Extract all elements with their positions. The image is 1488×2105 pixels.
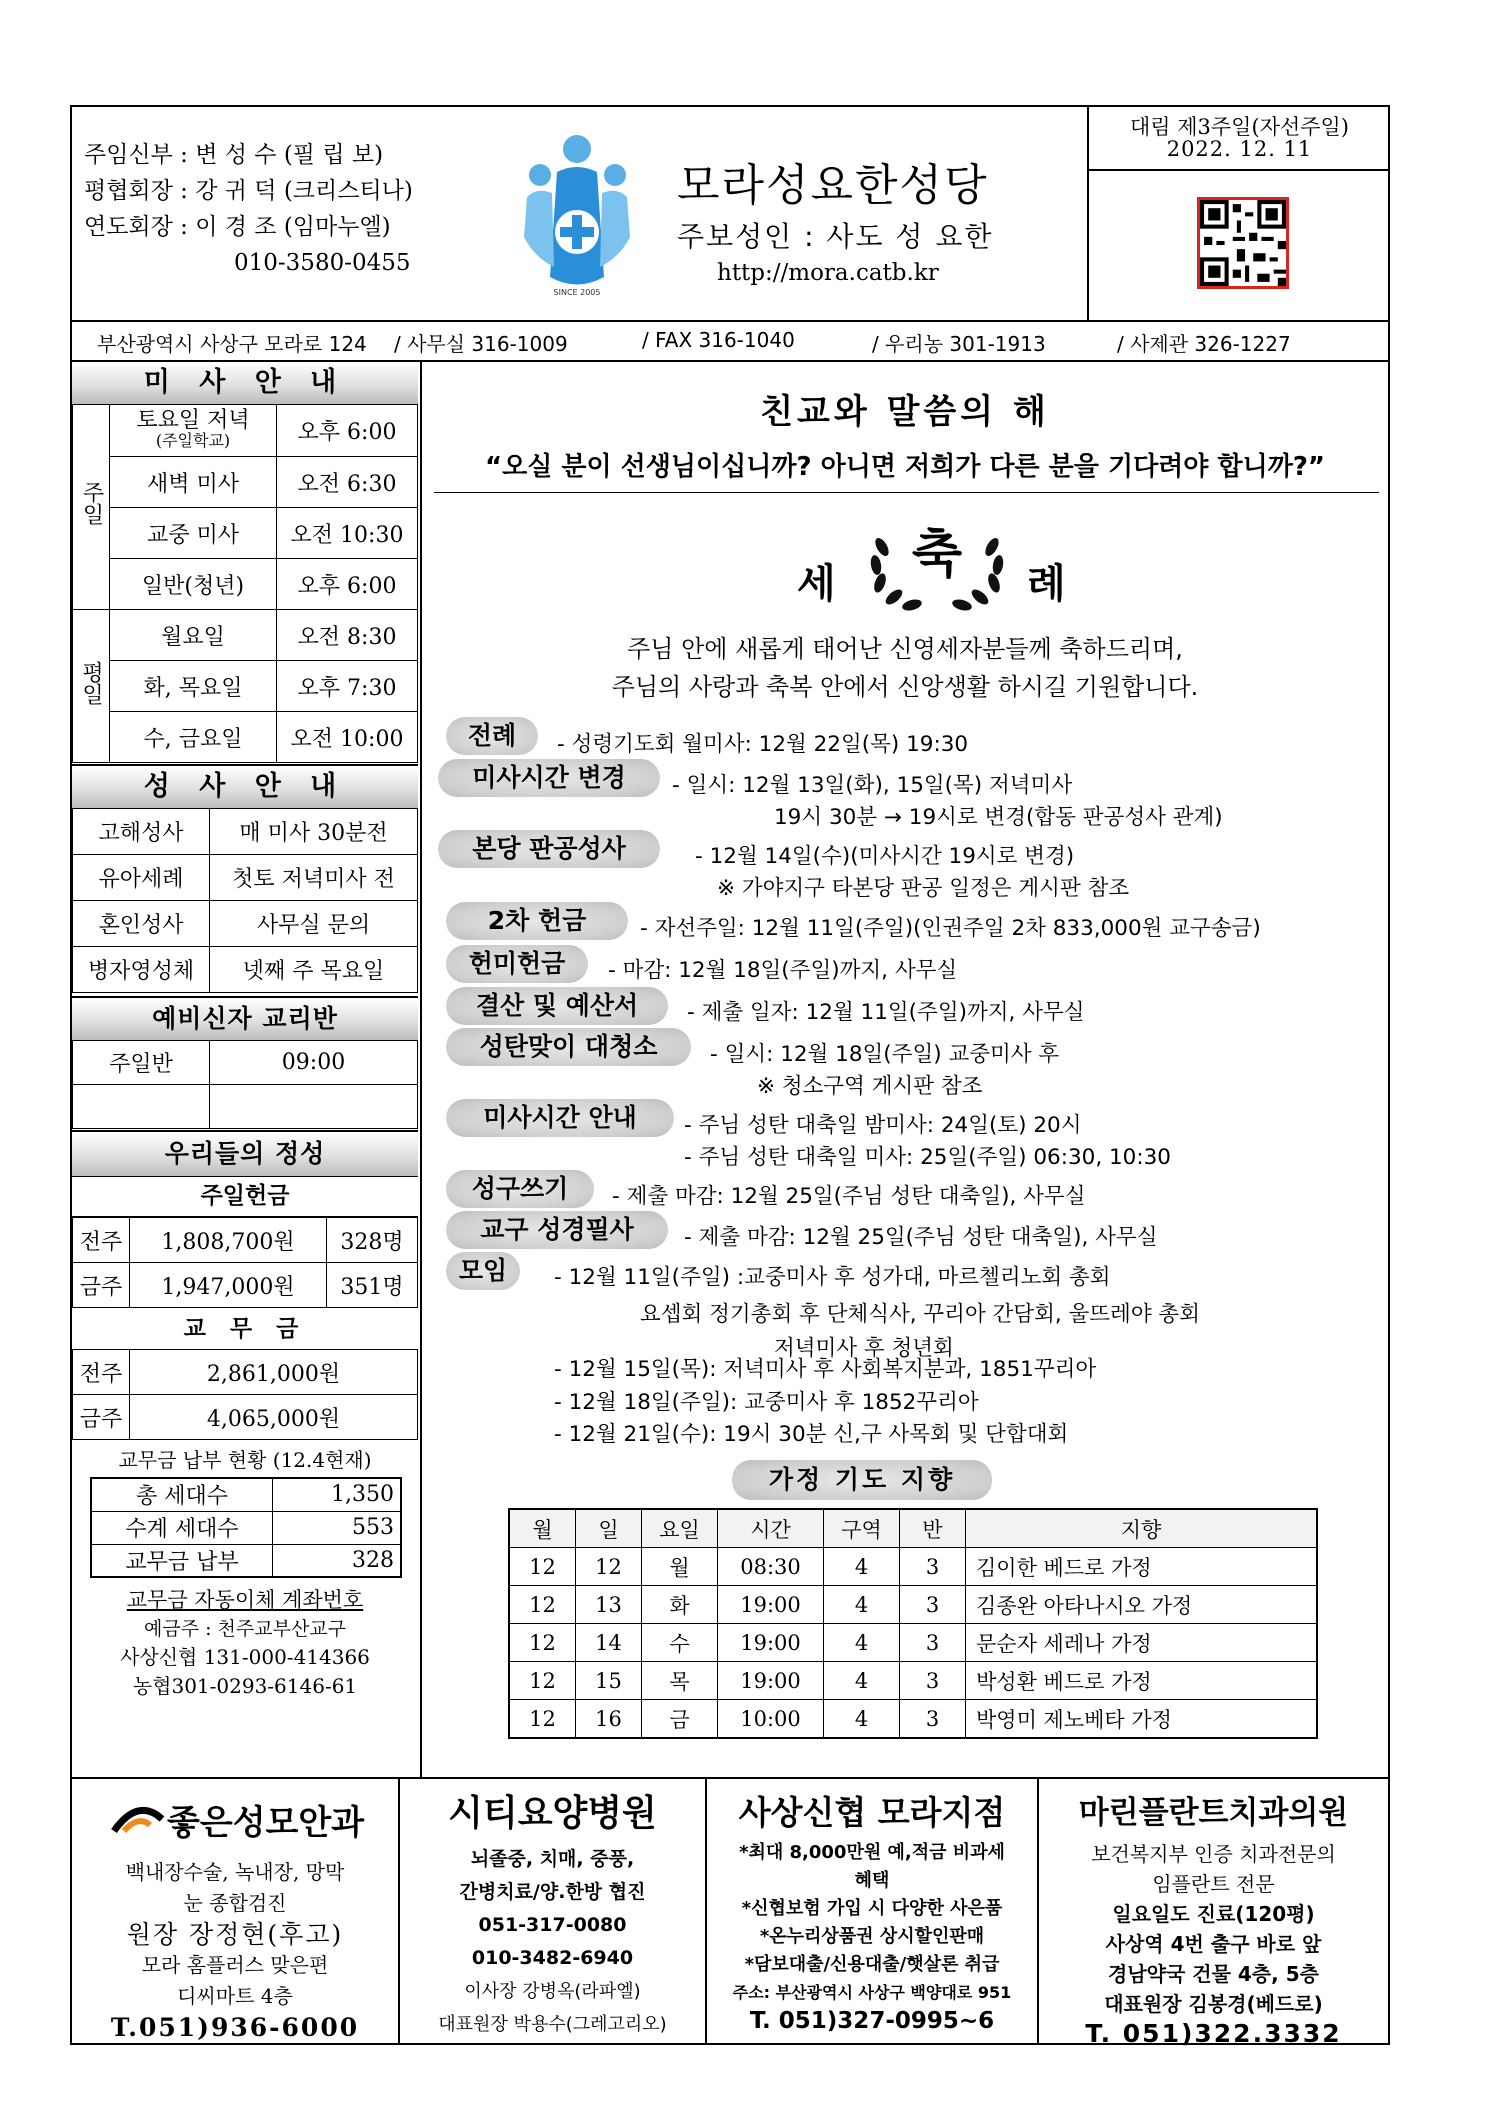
ad-phone: 051-317-0080 — [478, 1914, 627, 1936]
eye-logo-icon — [110, 1801, 166, 1835]
column-header: 일 — [576, 1509, 642, 1548]
notice-text: 19시 30분 → 19시로 변경(합동 판공성사 관계) — [774, 805, 1223, 830]
notice-text: ※ 청소구역 게시판 참조 — [757, 1074, 983, 1099]
dues-status-table — [90, 1477, 402, 1578]
address-bar — [72, 320, 1388, 362]
ad-phone: 010-3482-6940 — [471, 1947, 634, 1969]
clergy-list — [84, 137, 413, 281]
baptism-word-left: 세 — [797, 561, 836, 607]
ad-line: 혜택 — [854, 1870, 890, 1891]
baptism-word-center: 축 — [911, 525, 963, 585]
ad-line: 이사장 강병옥(라파엘) — [464, 1981, 641, 2002]
ad-line: 백내장수술, 녹내장, 망막 — [125, 1860, 345, 1884]
sacrament-name: 병자영성체 — [73, 947, 210, 993]
ad-line: 원장 장정현(후고) — [126, 1920, 344, 1949]
notice-label-budget: 결산 및 예산서 — [446, 987, 668, 1025]
catechumen-table — [72, 1040, 418, 1129]
bulletin-page — [70, 105, 1390, 2048]
rectory-phone: / 사제관 326-1227 — [1117, 332, 1291, 356]
mass-schedule-table — [72, 404, 418, 763]
ad-title: 좋은성모안과 — [167, 1803, 365, 1843]
ad-line: 대표원장 김봉경(베드로) — [1104, 1992, 1323, 2016]
role-label: 주임신부 : — [84, 142, 188, 168]
sacrament-table — [72, 808, 418, 993]
class-time: 09:00 — [210, 1041, 418, 1085]
offering-amount: 1,947,000원 — [130, 1263, 327, 1308]
table-row: 12 16 금 10:00 4 3 박영미 제노베타 가정 — [509, 1700, 1317, 1739]
church-name: 모라성요한성당 — [677, 160, 989, 211]
notice-text: - 일시: 12월 13일(화), 15일(목) 저녁미사 — [672, 773, 1073, 798]
week-label: 전주 — [73, 1218, 130, 1263]
pastor-name: 변 성 수 (필 립 보) — [195, 142, 384, 168]
notice-text: - 자선주일: 12월 11일(주일)(인권주일 2차 833,000원 교구송금) — [640, 916, 1261, 941]
funeral-head-name: 이 경 조 (임마누엘) — [195, 214, 391, 240]
mass-name: 수, 금요일 — [110, 712, 277, 763]
notice-label-bible-copy: 교구 성경필사 — [446, 1211, 668, 1249]
advertisement-bar — [72, 1777, 1388, 2048]
week-label: 금주 — [73, 1263, 130, 1308]
congrats-line: 주님 안에 새롭게 태어난 신영세자분들께 축하드리며, — [627, 635, 1183, 663]
left-column — [72, 362, 422, 1777]
account-number: 농협301-0293-6146-61 — [132, 1674, 358, 1698]
ad-line: 주소: 부산광역시 사상구 백양대로 951 — [732, 1983, 1012, 2002]
ad-line: *최대 8,000만원 예,적금 비과세 — [739, 1842, 1005, 1863]
sacrament-info: 사무실 문의 — [210, 901, 418, 947]
ad-line: 간병치료/양.한방 협진 — [459, 1881, 646, 1903]
status-label: 총 세대수 — [91, 1478, 273, 1511]
offering-count: 328명 — [327, 1218, 418, 1263]
status-value: 1,350 — [273, 1478, 402, 1511]
status-label: 수계 세대수 — [91, 1511, 273, 1544]
mass-time: 오전 6:30 — [277, 457, 418, 508]
notice-text: - 주님 성탄 대축일 미사: 25일(주일) 06:30, 10:30 — [684, 1145, 1171, 1170]
mass-sub: (주일학교) — [155, 430, 231, 450]
diocesan-dues-title: 교 무 금 — [183, 1316, 307, 1342]
ad-line: 모라 홈플러스 맞은편 — [141, 1953, 329, 1977]
transfer-info — [72, 1584, 418, 1699]
ad-line: 보건복지부 인증 치과전문의 — [1091, 1842, 1336, 1866]
account-number: 사상신협 131-000-414366 — [120, 1645, 370, 1669]
sunday-label: 주일 — [73, 405, 110, 610]
ad-care-hospital — [400, 1779, 707, 2045]
table-row: 12 12 월 08:30 4 3 김이한 베드로 가정 — [509, 1548, 1317, 1586]
notice-label-rice-offering: 헌미헌금 — [446, 945, 588, 983]
main-content — [422, 362, 1388, 1777]
status-value: 553 — [273, 1511, 402, 1544]
ad-dental-clinic — [1039, 1779, 1388, 2048]
weekday-label: 평일 — [73, 610, 110, 763]
notice-text: - 12월 14일(수)(미사시간 19시로 변경) — [695, 844, 1075, 869]
mass-name: 새벽 미사 — [110, 457, 277, 508]
notice-text: - 12월 11일(주일) :교중미사 후 성가대, 마르첼리노회 총회 — [554, 1265, 1111, 1290]
notice-text: 저녁미사 후 청년회 — [774, 1336, 954, 1361]
office-phone: / 사무실 316-1009 — [394, 332, 568, 356]
year-theme-title: 친교와 말씀의 해 — [760, 392, 1050, 432]
notice-label-mass-guide: 미사시간 안내 — [446, 1099, 674, 1137]
phone-number: 010-3580-0455 — [234, 250, 411, 276]
ad-eye-clinic — [72, 1779, 400, 2045]
notice-text: 요셉회 정기총회 후 단체식사, 꾸리아 간담회, 울뜨레야 총회 — [640, 1302, 1200, 1327]
class-time — [210, 1085, 418, 1129]
ad-line: *신협보험 가입 시 다양한 사은품 — [741, 1898, 1003, 1919]
notice-text: - 성령기도회 월미사: 12월 22일(목) 19:30 — [557, 732, 969, 757]
council-president-name: 강 귀 덕 (크리스티나) — [195, 178, 413, 204]
sacrament-name: 혼인성사 — [73, 901, 210, 947]
ad-title: 시티요양병원 — [448, 1793, 657, 1834]
fax-number: / FAX 316-1040 — [642, 328, 795, 352]
sacrament-name: 유아세례 — [73, 855, 210, 901]
column-header: 요일 — [642, 1509, 718, 1548]
farm-phone: / 우리농 301-1913 — [872, 332, 1046, 356]
notice-text: - 12월 15일(목): 저녁미사 후 사회복지분과, 1851꾸리아 — [554, 1357, 1097, 1382]
account-holder: 예금주 : 천주교부산교구 — [143, 1618, 347, 1640]
diocesan-dues-table — [72, 1349, 418, 1440]
role-label: 연도회장 : — [84, 214, 188, 240]
class-name — [73, 1085, 210, 1129]
notice-label-mass-change: 미사시간 변경 — [438, 759, 660, 797]
congrats-line: 주님의 사랑과 축복 안에서 신앙생활 하시길 기원합니다. — [611, 673, 1199, 701]
dues-amount: 2,861,000원 — [130, 1350, 418, 1395]
sacrament-name: 고해성사 — [73, 809, 210, 855]
mass-name: 교중 미사 — [110, 508, 277, 559]
column-header: 반 — [900, 1509, 966, 1548]
church-logo-icon — [512, 127, 642, 302]
dues-status-title: 교무금 납부 현황 (12.4현재) — [118, 1448, 372, 1472]
week-label: 금주 — [73, 1395, 130, 1440]
ad-line: *온누리상품권 상시할인판매 — [759, 1926, 985, 1947]
mass-name: 월요일 — [110, 610, 277, 661]
header — [72, 107, 1388, 322]
notice-text: - 마감: 12월 18일(주일)까지, 사무실 — [608, 958, 958, 983]
notice-label-cleaning: 성탄맞이 대청소 — [446, 1028, 691, 1066]
ad-line: 사상역 4번 출구 바로 앞 — [1105, 1932, 1322, 1956]
ad-line: 디씨마트 4층 — [177, 1984, 293, 2008]
transfer-title: 교무금 자동이체 계좌번호 — [126, 1588, 364, 1612]
notice-text: - 12월 21일(수): 19시 30분 신,구 사목회 및 단합대회 — [554, 1422, 1069, 1447]
table-row: 12 14 수 19:00 4 3 문순자 세레나 가정 — [509, 1624, 1317, 1662]
week-label: 전주 — [73, 1350, 130, 1395]
sunday-offering-table — [72, 1217, 418, 1308]
ad-credit-union — [707, 1779, 1039, 2045]
liturgical-day: 대림 제3주일(자선주일) — [1130, 115, 1349, 139]
table-row: 12 13 화 19:00 4 3 김종완 아타나시오 가정 — [509, 1586, 1317, 1624]
offering-count: 351명 — [327, 1263, 418, 1308]
notice-label-confession: 본당 판공성사 — [438, 830, 660, 868]
notice-text: - 12월 18일(주일): 교중미사 후 1852꾸리아 — [554, 1390, 979, 1415]
dues-amount: 4,065,000원 — [130, 1395, 418, 1440]
notice-text: - 제출 마감: 12월 25일(주님 성탄 대축일), 사무실 — [684, 1225, 1158, 1250]
ad-title: 마린플란트치과의원 — [1078, 1795, 1349, 1831]
mass-time: 오후 6:00 — [277, 559, 418, 610]
sacrament-title: 성 사 안 내 — [72, 764, 418, 809]
ad-line: 경남약국 건물 4층, 5층 — [1108, 1962, 1319, 1986]
notice-text: - 일시: 12월 18일(주일) 교중미사 후 — [710, 1042, 1060, 1067]
ad-line: *담보대출/신용대출/햇살론 취급 — [744, 1954, 1000, 1975]
baptism-word-right: 례 — [1027, 561, 1066, 607]
class-name: 주일반 — [73, 1041, 210, 1085]
ad-line: 뇌졸중, 치매, 중풍, — [470, 1848, 635, 1870]
column-header: 시간 — [718, 1509, 824, 1548]
ad-line: 일요일도 진료(120평) — [1112, 1902, 1315, 1926]
column-header: 지향 — [966, 1509, 1318, 1548]
mass-time: 오후 6:00 — [277, 405, 418, 457]
notice-label-meetings: 모임 — [446, 1252, 520, 1290]
qr-code-icon[interactable] — [1197, 197, 1289, 289]
bulletin-date: 2022. 12. 11 — [1166, 137, 1313, 161]
notice-text: - 주님 성탄 대축일 밤미사: 24일(토) 20시 — [684, 1113, 1082, 1138]
mass-name: 토요일 저녁 — [136, 407, 250, 433]
table-row: 12 15 목 19:00 4 3 박성환 베드로 가정 — [509, 1662, 1317, 1700]
congratulations-message — [422, 630, 1388, 706]
catechumen-title: 예비신자 교리반 — [72, 996, 418, 1041]
ad-title: 사상신협 모라지점 — [738, 1793, 1006, 1832]
patron-saint: 주보성인 : 사도 성 요한 — [677, 220, 994, 253]
offering-amount: 1,808,700원 — [130, 1218, 327, 1263]
ad-phone: T. 051)327-0995~6 — [749, 2008, 995, 2034]
mass-name: 일반(청년) — [110, 559, 277, 610]
address: 부산광역시 사상구 모라로 124 — [97, 332, 367, 356]
ad-line: 대표원장 박용수(그레고리오) — [438, 2014, 667, 2035]
date-box — [1087, 107, 1390, 320]
gospel-quote: “오실 분이 선생님이십니까? 아니면 저희가 다른 분을 기다려야 합니까?” — [484, 452, 1325, 482]
sunday-offering-title: 주일헌금 — [72, 1176, 418, 1217]
mass-name: 화, 목요일 — [110, 661, 277, 712]
offering-title: 우리들의 정성 — [72, 1130, 418, 1177]
notice-label-scripture-writing: 성구쓰기 — [446, 1170, 594, 1208]
column-header: 구역 — [824, 1509, 900, 1548]
website-link[interactable]: http://mora.catb.kr — [717, 260, 939, 286]
role-label: 평협회장 : — [84, 178, 188, 204]
family-prayer-table — [508, 1508, 1318, 1739]
logo-since: SINCE 2005 — [553, 288, 601, 297]
sacrament-info: 매 미사 30분전 — [210, 809, 418, 855]
ad-phone: T.051)936-6000 — [110, 2013, 360, 2042]
sacrament-info: 넷째 주 목요일 — [210, 947, 418, 993]
status-value: 328 — [273, 1544, 402, 1577]
mass-time: 오전 8:30 — [277, 610, 418, 661]
mass-time: 오전 10:30 — [277, 508, 418, 559]
sacrament-info: 첫토 저녁미사 전 — [210, 855, 418, 901]
mass-time: 오후 7:30 — [277, 661, 418, 712]
notice-text: - 제출 일자: 12월 11일(주일)까지, 사무실 — [687, 1000, 1085, 1025]
notice-label-liturgy: 전례 — [446, 717, 538, 755]
column-header: 월 — [509, 1509, 576, 1548]
family-prayer-title: 가정 기도 지향 — [732, 1460, 992, 1500]
notice-text: - 제출 마감: 12월 25일(주님 성탄 대축일), 사무실 — [612, 1184, 1086, 1209]
status-label: 교무금 납부 — [91, 1544, 273, 1577]
ad-phone: T. 051)322.3332 — [1085, 2019, 1342, 2048]
mass-time: 오전 10:00 — [277, 712, 418, 763]
notice-text: ※ 가야지구 타본당 판공 일정은 게시판 참조 — [717, 876, 1130, 901]
ad-line: 임플란트 전문 — [1152, 1872, 1275, 1896]
ad-line: 눈 종합검진 — [183, 1891, 287, 1915]
notice-label-second-collection: 2차 헌금 — [446, 902, 628, 940]
mass-schedule-title: 미 사 안 내 — [72, 362, 418, 405]
